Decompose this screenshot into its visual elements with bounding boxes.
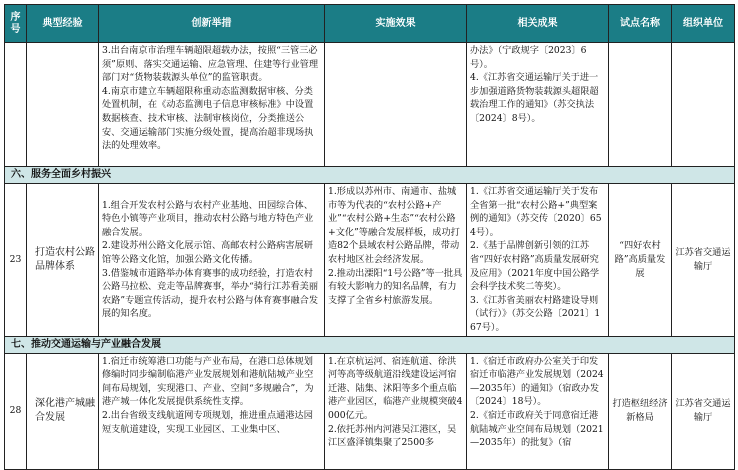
section-row [5,167,735,184]
table-row [5,43,735,167]
header-experience: 典型经验 [27,5,99,43]
results-cell [467,184,609,337]
innovation-cell [99,353,325,469]
effect-item: 1.形成以苏州市、南通市、盐城市等为代表的“农村公路+产业”“农村公路+生态”“农村公路+文化”等融合发展样板，成功打造82个县域农村公路品牌，带动农村地区社会经济发展。 [328,186,460,265]
header-org: 组织单位 [672,5,735,43]
result-item: 2.《基于品牌创新引领的江苏省“四好农村路”高质量发展研究及应用》（2021年度中国公路学会科学技术奖二等奖）。 [470,240,600,293]
pilot-cell [609,43,672,167]
header-innovation: 创新举措 [99,5,325,43]
row-no-cell [5,43,27,167]
pilot-name: “四好农村路”高质量发展 [609,184,672,337]
pilot-name: 打造枢纽经济新格局 [609,353,672,469]
results-cell [467,353,609,469]
org-name: 江苏省交通运输厅 [672,184,735,337]
innovation-cell [99,184,325,337]
innovation-item: 1.宿迁市统筹港口功能与产业布局，在港口总体规划修编时同步编制临港产业发展规划和港航陆城产业空间布局规划，实现港口、产业、空间“多规融合”，为港产城一体化发展提供系统性支撑。 [102,355,314,408]
header-no: 序号 [5,5,27,43]
results-cell [467,43,609,167]
table-row [5,353,735,469]
effect-item: 2.依托苏州内河港吴江港区，吴江区盛泽镇集聚了2500多 [328,423,457,449]
result-item: 4.《江苏省交通运输厅关于进一步加强道路货物装载源头超限超载治理工作的通知》（苏交执法〔2024〕8号）。 [470,72,599,124]
effect-cell [325,43,467,167]
result-item: 2.《宿迁市政府关于同意宿迁港航陆城产业空间布局规划（2021—2035年）的批复》（宿 [470,409,604,449]
effect-item: 1.在京杭运河、宿连航道、徐洪河等高等级航道沿线建设运河宿迁港、陆集、沭阳等多个重点临港产业园区，临港产业规模突破4000亿元。 [328,355,463,421]
innovation-item: 1.组合开发农村公路与农村产业基地、田园综合体、特色小镇等产业项目，推动农村公路与地方特色产业融合发展。 [102,199,314,238]
section-title: 七、推动交通运输与产业融合发展 [5,336,735,353]
innovation-item: 2.建设苏州公路文化展示馆、高邮农村公路病害展研馆等公路文化馆，加强公路文化传播。 [102,240,313,265]
result-item: 3.《江苏省美丽农村路建设导则（试行）》（苏交公路〔2021〕167号）。 [470,294,601,333]
result-item: 1.《江苏省交通运输厅关于发布全省第一批“农村公路+”典型案例的通知》（苏交传〔2020〕654号）。 [470,186,602,238]
experience-cell [27,43,99,167]
header-results: 相关成果 [467,5,609,43]
innovation-item: 3.出台南京市治理车辆超限超载办法，按照“三管三必须”原则、落实交通运输、应急管理、住建等行业管理部门对“货物装载源头单位”的监管职责。 [102,45,319,84]
innovation-item: 4.南京市建立车辆超限称重动态监测数据审核、分类处置机制，在《动态监测电子信息审核标准》中设置数据核查、技术审核、法制审核岗位，分类推送公安、交通运输部门实施分级处置，提高治超非现场执法的处理效率。 [102,85,314,152]
innovation-item: 2.出台省级支线航道网专项规划，推进重点通港达园短支航道建设，实现工业园区、工业集中区、 [102,409,313,435]
effect-item: 2.推动出溧阳“1号公路”等一批具有较大影响力的知名品牌，有力支撑了全省乡村旅游发展。 [328,267,463,306]
experience-text: 打造农村公路品牌体系 [27,184,99,337]
result-item: 1.《宿迁市政府办公室关于印发宿迁市临港产业发展规划（2024—2035年）的通知》（宿政办发〔2024〕18号）。 [470,355,604,408]
section-title: 六、服务全面乡村振兴 [5,167,735,184]
pilot-table [4,4,735,470]
experience-text: 深化港产城融合发展 [27,353,99,469]
innovation-item: 3.借鉴城市道路举办体育赛事的成功经验，打造农村公路马拉松、竞走等品牌赛事，举办“骑行江苏看美丽农路”专题宣传活动，提升农村公路与体育赛事融合发展的知名度。 [102,267,319,320]
table-row [5,184,735,337]
header-row [5,5,735,43]
row-no: 28 [5,353,27,469]
header-pilot: 试点名称 [609,5,672,43]
org-name: 江苏省交通运输厅 [672,353,735,469]
result-item: 办法》（宁政规字〔2023〕6号）。 [470,45,587,70]
header-effect: 实施效果 [325,5,467,43]
section-row [5,336,735,353]
innovation-cell [99,43,325,167]
row-no: 23 [5,184,27,337]
org-cell [672,43,735,167]
effect-cell [325,353,467,469]
effect-cell [325,184,467,337]
